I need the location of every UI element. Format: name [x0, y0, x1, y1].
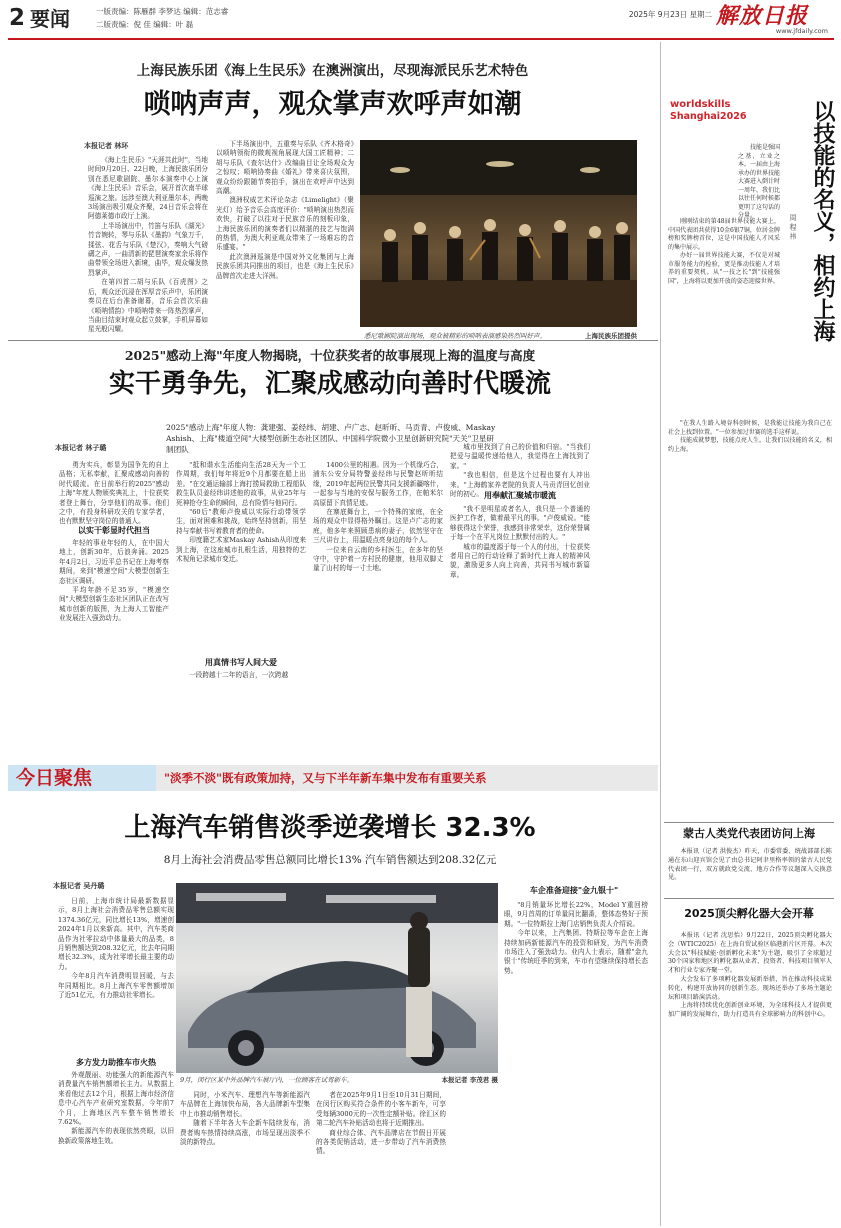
article2-deck: 2025"感动上海"年度人物：龚建强、姜经纬、胡建、卢广志、赵昕昕、马贡青、卢俊威、Maskay Ashish、上海"楼道空间"大楼型创新生态社区团队、中国科学院微小卫星创新研究院"天关"卫星研制团队 — [166, 423, 496, 454]
paragraph: 新能源汽车的表现依然亮眼，以旧换新政策落地生效。 — [58, 1127, 174, 1145]
paragraph: 在寨底舞台上，一个特殊的家庭，在全场的观众中显得格外瞩目。这是卢广志的家庭，他多年来照顾患病的妻子，依然坚守在三尺讲台上，用温暖点亮身边的每个人。 — [313, 508, 443, 545]
paragraph: "60后"教师卢俊威以实际行动带领学生，面对困难和挑战，始终坚持创新，用坚持与奉献书写着教育者的使命。 — [176, 508, 306, 535]
brief-headline: 蒙古人类党代表团访问上海 — [683, 827, 815, 840]
paragraph: 技能成就梦想，技能点亮人生。让我们以技能的名义，相约上海。 — [668, 437, 832, 453]
masthead — [0, 0, 841, 40]
paragraph: 本报讯（记者 洪俊杰）昨天，市委常委、统战部部长陈通在东山迎宾馆会见了由总书记阿聿里格率领的蒙古人民党代表团一行，双方就政党交流、地方合作等议题深入交换意见。 — [668, 848, 832, 882]
subhead: 以实干彰显时代担当 — [78, 526, 150, 535]
sidebar-body-lower — [668, 420, 832, 812]
paragraph: 随着下半年各大车企新车陆续发布，消费者购车热情持续高涨，市场呈现出淡季不淡的新特点。 — [180, 1119, 310, 1147]
feature-deck: 8月上海社会消费品零售总额同比增长13% 汽车销售额达到208.32亿元 — [163, 854, 497, 866]
car-photo-caption: 9月，闵行区某中外品牌汽车展厅内，一位顾客在试驾新车。 — [180, 1076, 354, 1084]
paragraph: 城市里找到了自己的价值和归宿。"当我们把爱与温暖传递给他人，我觉得在上海找到了家。" — [450, 443, 590, 470]
paragraph: 刚刚结束的第48届世界技能大赛上，中国代表团共获得10金6银7铜，位居金牌榜和奖牌榜首位，这是中国技能人才风采的集中展示。 — [668, 218, 780, 251]
sidebar-headline — [800, 100, 834, 400]
feature-car-sales — [0, 763, 658, 1228]
editor-line-2: 二版责编：倪 佳 编辑：叶 磊 — [96, 20, 194, 29]
car-photo — [176, 883, 498, 1073]
brief-body — [668, 932, 832, 1222]
paragraph: "抵和谐水生活能向生活28天为一个工作周期，我们每年将近9个月都要在船上出差。"在交通运输部上海打捞局救助工程船队救生队员姜经纬讲述他的故事，从业25年与死神抢夺生命的瞬间，总有险情与他同行。 — [176, 461, 306, 507]
paragraph: 者在2025年9月1日至10月31日期间，在闵行区购买符合条件的小客车新车，可享受每辆3000元的一次性定额补贴。徐汇区的第二轮汽车补贴活动也将于近期推出。 — [316, 1091, 446, 1128]
article2-kicker: 2025"感动上海"年度人物揭晓，十位获奖者的故事展现上海的温度与高度 — [124, 348, 536, 363]
feature-column-3 — [316, 1091, 446, 1221]
paragraph: 印度籍艺术家Maskay Ashish从印度来到上海，在这座城市扎根生活，用独特的艺术视角记录城市变迁。 — [176, 536, 306, 564]
news-brief-mongolia — [664, 826, 834, 896]
article2-headline: 实干勇争先，汇聚成感动向善时代暖流 — [108, 369, 551, 399]
section-name: 要闻 — [30, 7, 70, 31]
article1-kicker: 上海民族乐团《海上生民乐》在澳洲演出，尽现海派民乐艺术特色 — [136, 63, 529, 79]
sidebar-worldskills — [662, 42, 837, 822]
paragraph: 日前，上海市统计局最新数据显示，8月上海社会消费品零售总额实现1374.36亿元，同比增长13%，增速创2024年1月以来新高。其中，汽车类商品作为社零拉动中体量最大的品类，8月销售额达到208.32亿元，比去年同期增长32.3%，成为社零增长最主要的动力。 — [58, 897, 174, 971]
news-brief-incubator — [664, 902, 834, 1224]
feature-byline: 本报记者 吴丹璐 — [53, 882, 105, 890]
paragraph: 外观靓丽、功能强大的新能源汽车消费量汽车销售额增长主力。从数据上来看他过去12个月，根据上海市经济信息中心汽车产业研究室数据，今年前7个月，上海地区汽车整车销售增长7.62%。 — [58, 1071, 174, 1127]
divider — [8, 340, 658, 341]
subhead: 用奉献汇聚城市暖流 — [484, 491, 556, 500]
feature-column-1 — [58, 897, 174, 1047]
article2-column-4b — [450, 505, 590, 760]
paragraph: 本报讯（记者 沈思怡）9月22日，2025顶尖孵化器大会（WTIC2025）在上海自贸试验区临港新片区开幕。本次大会以"科技赋能·创新孵化未来"为主题，吸引了全球超过30个国家和地区的孵化器从业者、投资者、科技项目领军人才和行业专家齐聚一堂。 — [668, 932, 832, 975]
feature-column-4 — [504, 901, 648, 1221]
feature-column-2 — [180, 1091, 310, 1221]
issue-date: 2025年 9月23日 星期二 — [628, 10, 712, 19]
showroom-illustration — [176, 883, 498, 1073]
paragraph: 办好一届世界技能大赛，不仅是对城市服务能力的检验，更是推动技能人才培养的重要契机。从"一技之长"到"技能强国"，上海将以更加开放的姿态迎接世界。 — [668, 252, 780, 285]
paragraph: 大会发布了多项孵化器发展新举措，旨在推动科技成果转化，构建开放协同的创新生态。现场还举办了多场主题论坛和项目路演活动。 — [668, 975, 832, 1001]
orchestra-illustration — [360, 140, 637, 327]
sidebar-headline-text: 以技能的名义，相约上海 — [810, 100, 835, 342]
article2-column-2b — [176, 671, 306, 691]
paragraph: 一位来自云南的乡村医生，在多年的坚守中，守护着一方村民的健康，他用双脚丈量了山村的每一寸土地。 — [313, 545, 443, 573]
website-url: www.jfdaily.com — [775, 27, 828, 35]
paragraph: "8月销量环比增长22%，Model Y重回榜眼，9月首周的订单量同比翻番，整体态势好于预期。"一位特斯拉上海门店销售负责人介绍说。 — [504, 901, 648, 928]
article2-column-2 — [176, 461, 306, 613]
focus-kicker: "淡季不淡"既有政策加持，又与下半年新车集中发布有重要关系 — [164, 771, 487, 785]
paragraph: 商业综合体、汽车品牌店在节假日开展的各类促销活动，进一步带动了汽车消费热情。 — [316, 1128, 446, 1156]
article1-column-1 — [88, 156, 208, 334]
subhead: 车企准备迎接"金九银十" — [529, 886, 619, 895]
article-touching-shanghai — [0, 343, 657, 763]
paragraph: 城市的温度源于每一个人的付出，十位获奖者用自己的行动诠释了新时代上海人的精神风貌，激励更多人向上向善，共同书写城市新篇章。 — [450, 542, 590, 579]
sidebar-author-text: 周 程 祎 — [789, 214, 797, 240]
subhead: 用真情书写人间大爱 — [205, 658, 277, 667]
article1-headline: 唢呐声声，观众掌声欢呼声如潮 — [143, 89, 522, 120]
article2-column-3 — [313, 461, 443, 761]
paragraph: 上半场演出中，竹笛与乐队《湖光》竹音婉转，琴与乐队《墨韵》气象万千，揉弦、花舌与乐队《楚汉》，奏响大气磅礴之声，一曲清新的琵琶演奏家余乐将作曲带领全场进入新境，曲毕，观众爆发热烈掌声。 — [88, 221, 208, 277]
paragraph: 平均年龄不足35岁，"模速空间"大模型创新生态社区团队正在改写城市创新的版图，为上海人工智能产业发展注入强劲动力。 — [59, 586, 169, 623]
sidebar-author — [784, 214, 798, 284]
car-photo-credit: 本报记者 李茂君 摄 — [441, 1076, 498, 1084]
paragraph: 同时，小米汽车、理想汽车等新能源汽车品牌在上海加快布局，各大品牌新车型集中上市推动销售增长。 — [180, 1091, 310, 1118]
photo-credit: 上海民族乐团提供 — [585, 332, 637, 340]
paragraph: 年轻的事业年轻的人，在中国大地上，创新30年，后浪奔涌。2025年4月2日，习近平总书记在上海考察期间，来到"模速空间"大模型创新生态社区调研。 — [59, 539, 169, 585]
paragraph: 上海将持续优化创新创业环境，为全球科技人才提供更加广阔的发展舞台，助力打造具有全球影响力的科创中心。 — [668, 1002, 832, 1019]
sidebar-body — [738, 144, 781, 219]
newspaper-logo: 解放日报 — [716, 3, 809, 29]
paragraph: 1400公里的相遇。因为一个机缘巧合，浦东公安分局特警姜经纬与民警赵昕昕结缘，2019年起两位民警共同支援新疆喀什，一起参与当地的安保与服务工作，在帕米尔高原留下真情足迹。 — [313, 461, 443, 507]
paragraph: 在第四首二胡与乐队《百虎图》之后，观众还沉浸在浑厚音乐声中，乐团演奏员在后台准备谢幕，音乐会首次乐曲《唢呐情韵》中唢呐带来一阵热烈掌声，当曲目结束时观众起立鼓掌，手机屏幕如星光般闪耀。 — [88, 278, 208, 334]
feature-headline: 上海汽车销售淡季逆袭增长 32.3% — [124, 813, 536, 843]
worldskills-logo-subtext: Shanghai2026 — [670, 111, 747, 122]
divider — [664, 822, 834, 823]
paragraph: 技能是强国之基、立业之本。一届由上海承办的世界技能大赛进入倒计时一周年，我们比以往任何时候都更明了这句话的分量。 — [738, 144, 781, 219]
feature-column-1b — [58, 1071, 174, 1221]
paragraph: 一段跨越十二年的语言，一次跨越 — [189, 671, 289, 679]
article2-byline: 本报记者 林子璐 — [55, 444, 107, 452]
paragraph: 澳洲权威艺术评论杂志《Limelight》（聚光灯）给予音乐会高度评价："唢呐演出热烈而欢快，打破了以往对于民族音乐的刻板印象，上海民族乐团的演奏者们以精湛的技艺与饱满的热情，为澳大利亚观众带来了一场难忘的音乐盛宴。" — [216, 196, 354, 252]
sidebar-body-main — [668, 218, 780, 414]
paragraph: 《海上生民乐》"天涯共此时"，当地时间9月20日、22日晚，上海民族乐团分别在悉尼歌剧院、墨尔本演奏中心上演《海上生民乐》音乐会，展开首次南半球巡演之旅。远涉至澳大利亚墨尔本，两晚3场演出吸引观众齐聚，24日音乐会将在阿德莱德市政厅上演。 — [88, 156, 208, 221]
brief-headline: 2025顶尖孵化器大会开幕 — [684, 907, 814, 920]
paragraph: 勇为实兵，彰显为国争先的自上品格；无私奉献，汇聚成感动向善的时代暖流。在日前举行的2025"感动上海"年度人物颁奖典礼上，十位获奖者登上舞台，分享他们的故事。他们之中，有投身科研攻关的专家学者，也有默默坚守岗位的普通人。 — [59, 461, 169, 526]
column-divider — [660, 42, 661, 1226]
paragraph: 此次澳洲巡演是中国对外文化集团与上海民族乐团共同推出的项目，也是《海上生民乐》品牌首次走进大洋洲。 — [216, 252, 354, 280]
worldskills-logo — [670, 98, 747, 138]
editor-line-1: 一版责编：陈雁群 李梦达 编辑：范志睿 — [96, 7, 229, 16]
article2-column-1b — [59, 539, 169, 759]
divider — [664, 898, 834, 899]
focus-banner — [8, 765, 658, 791]
article2-column-1 — [59, 461, 169, 526]
concert-photo — [360, 140, 637, 327]
paragraph: 今年以来，上汽集团、特斯拉等车企在上海持续加码新能源汽车的投资和研发，为汽车消费市场注入了强劲动力。业内人士表示，随着"金九银十"传统旺季的到来，车市有望继续保持增长态势。 — [504, 929, 648, 975]
paragraph: 下半场演出中，五重奏与乐队《齐木格奇》以唢呐领衔的微观视角展现大国工匠精神；二胡与乐队《查尔达什》改编曲目让全场观众为之惊叹；唢呐协奏曲《婚礼》带来喜庆氛围，观众纷纷跟随节奏拍手，演出在欢呼声中达到高潮。 — [216, 140, 354, 196]
worldskills-logo-text: worldskills — [670, 99, 731, 110]
paragraph: "我不是明星或者名人，我只是一个普通的医护工作者，做着最平凡的事。"卢俊威说。"能够获得这个荣誉，我感到非常荣幸，这份荣誉属于每一个在平凡岗位上默默付出的人。" — [450, 505, 590, 542]
paragraph: 今年8月汽车消费明显回暖，与去年同期相比，8月上海汽车零售额增加了近51亿元，有力推动社零增长。 — [58, 972, 174, 1000]
brief-body — [668, 848, 832, 892]
article1-column-2 — [216, 140, 354, 326]
subhead: 多方发力助推车市火热 — [76, 1058, 156, 1067]
article1-byline: 本报记者 林环 — [84, 142, 129, 150]
photo-caption: 悉尼歌剧院演出现场，观众被精彩的唢呐表演感染热烈叫好声。 — [364, 332, 546, 340]
paragraph: "我也相信，但是这个过程也要有人冲出来。"上海鹤家养老院的负责人马贡青回忆创业时的初心。 — [450, 471, 590, 499]
page-number: 2 — [9, 5, 26, 31]
article-folk-music — [0, 40, 657, 370]
focus-label: 今日聚焦 — [16, 767, 93, 789]
paragraph: "在我人生路入境谷科创时候，是我能让技能为我自己在社会上找到位置。"一位参加过世赛的选手这样说。 — [668, 420, 832, 436]
